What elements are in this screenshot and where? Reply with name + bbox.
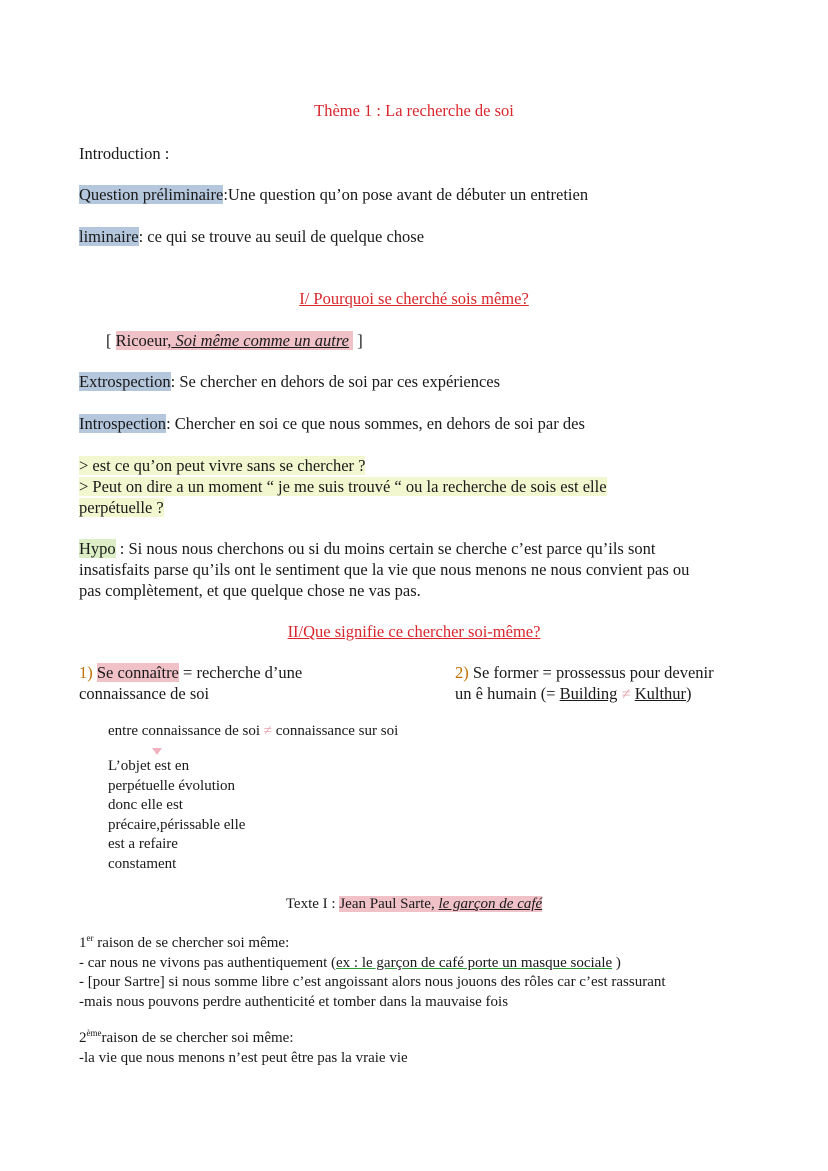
term-kulthur: Kulthur: [634, 684, 687, 703]
term-introspection: Introspection: [79, 414, 167, 433]
texte-heading: [0, 895, 828, 915]
term-building: Building: [559, 684, 618, 703]
page-title: Thème 1 : La recherche de soi: [314, 101, 514, 120]
reference-ricoeur: [106, 330, 363, 351]
left-line: connaissance de soi: [79, 684, 210, 703]
column-left: [79, 662, 302, 704]
reason-number: 2: [79, 1030, 87, 1046]
reasons-block-1: [79, 934, 666, 1012]
reason-heading: raison de se chercher soi même:: [101, 1030, 294, 1046]
hypothesis-block: [79, 538, 689, 601]
connaissance-sur-soi: connaissance sur soi: [272, 723, 399, 739]
term-question-preliminaire: Question préliminaire: [79, 185, 224, 204]
definition-text: : Chercher en soi ce que nous sommes, en dehors de soi par des: [166, 414, 585, 433]
definition-text: :Une question qu’on pose avant de débuter un entretien: [223, 185, 589, 204]
section-heading-1: I/ Pourquoi se cherché sois même?: [299, 289, 529, 308]
question-2-line-1: > Peut on dire a un moment “ je me suis trouvé “ ou la recherche de sois est elle: [79, 477, 607, 496]
hypo-line: pas complètement, et que quelque chose ne vas pas.: [79, 581, 421, 600]
hypo-line: : Si nous nous cherchons ou si du moins certain se cherche c’est parce qu’ils sont: [115, 539, 656, 558]
item-number-1: 1): [79, 663, 93, 682]
reason-line: - car nous ne vivons pas authentiquement (: [79, 954, 337, 971]
objet-line: donc elle est: [108, 797, 183, 813]
reason-number: 1: [79, 935, 87, 951]
term-extrospection: Extrospection: [79, 372, 171, 391]
definition-liminaire: [79, 226, 424, 247]
term-se-connaitre: Se connaître: [96, 663, 179, 682]
bracket-open: [: [106, 331, 116, 350]
not-equal-sign: ≠: [617, 684, 635, 703]
reason-heading: raison de se chercher soi même:: [93, 935, 290, 951]
paren-close: ): [612, 954, 621, 971]
section-heading-2: II/Que signifie ce chercher soi-même?: [287, 622, 541, 641]
definition-extrospection: [79, 371, 500, 392]
reason-line: -la vie que nous menons n’est peut être pas la vraie vie: [79, 1049, 408, 1066]
question-block: [79, 455, 607, 518]
reason-sup: er: [86, 933, 94, 943]
definition-introspection: [79, 413, 585, 434]
definition-text: : Se chercher en dehors de soi par ces expériences: [170, 372, 501, 391]
bracket-close: ]: [353, 331, 363, 350]
reason-sup: ème: [86, 1028, 102, 1038]
question-1: > est ce qu’on peut vivre sans se chercher ?: [79, 456, 366, 475]
reasons-block-2: [79, 1029, 408, 1068]
arrow-down-icon: [152, 748, 162, 755]
objet-line: perpétuelle évolution: [108, 777, 236, 794]
texte-author: Jean Paul Sarte,: [339, 896, 439, 912]
ref-author: Ricoeur,: [115, 331, 172, 350]
connaissance-line: [108, 722, 398, 742]
item-number-2: 2): [455, 663, 469, 682]
texte-label: Texte I :: [285, 896, 340, 912]
column-right: [455, 662, 714, 704]
connaissance-de-soi: entre connaissance de soi: [108, 723, 264, 739]
texte-work: le garçon de café: [438, 896, 543, 912]
term-liminaire: liminaire: [79, 227, 139, 246]
reason-line: -mais nous pouvons perdre authenticité et tomber dans la mauvaise fois: [79, 993, 509, 1010]
intro-heading: Introduction :: [79, 144, 170, 163]
objet-line: constament: [108, 855, 177, 872]
definition-text: : ce qui se trouve au seuil de quelque chose: [138, 227, 425, 246]
reason-line: - [pour Sartre] si nous somme libre c’est angoissant alors nous jouons des rôles car c’est rassurant: [79, 974, 666, 990]
objet-line: L’objet est en: [108, 758, 190, 774]
hypo-line: insatisfaits parse qu’ils ont le sentiment que la vie que nous menons ne nous convient pas ou: [79, 560, 690, 579]
objet-line: est a refaire: [108, 836, 178, 852]
paren-close: ): [686, 684, 692, 703]
not-equal-sign: ≠: [263, 723, 273, 739]
term-hypo: Hypo: [79, 539, 116, 558]
right-line: un ê humain (=: [455, 684, 560, 703]
example-garcon: ex : le garçon de café porte un masque sociale: [336, 954, 613, 971]
objet-block: [108, 757, 245, 874]
definition-question: [79, 184, 588, 205]
question-2-line-2: perpétuelle ?: [79, 498, 164, 517]
objet-line: précaire,périssable elle: [108, 816, 246, 833]
ref-work: Soi même comme un autre: [171, 331, 349, 350]
left-line: = recherche d’une: [178, 663, 303, 682]
right-line: Se former = prossessus pour devenir: [468, 663, 714, 682]
